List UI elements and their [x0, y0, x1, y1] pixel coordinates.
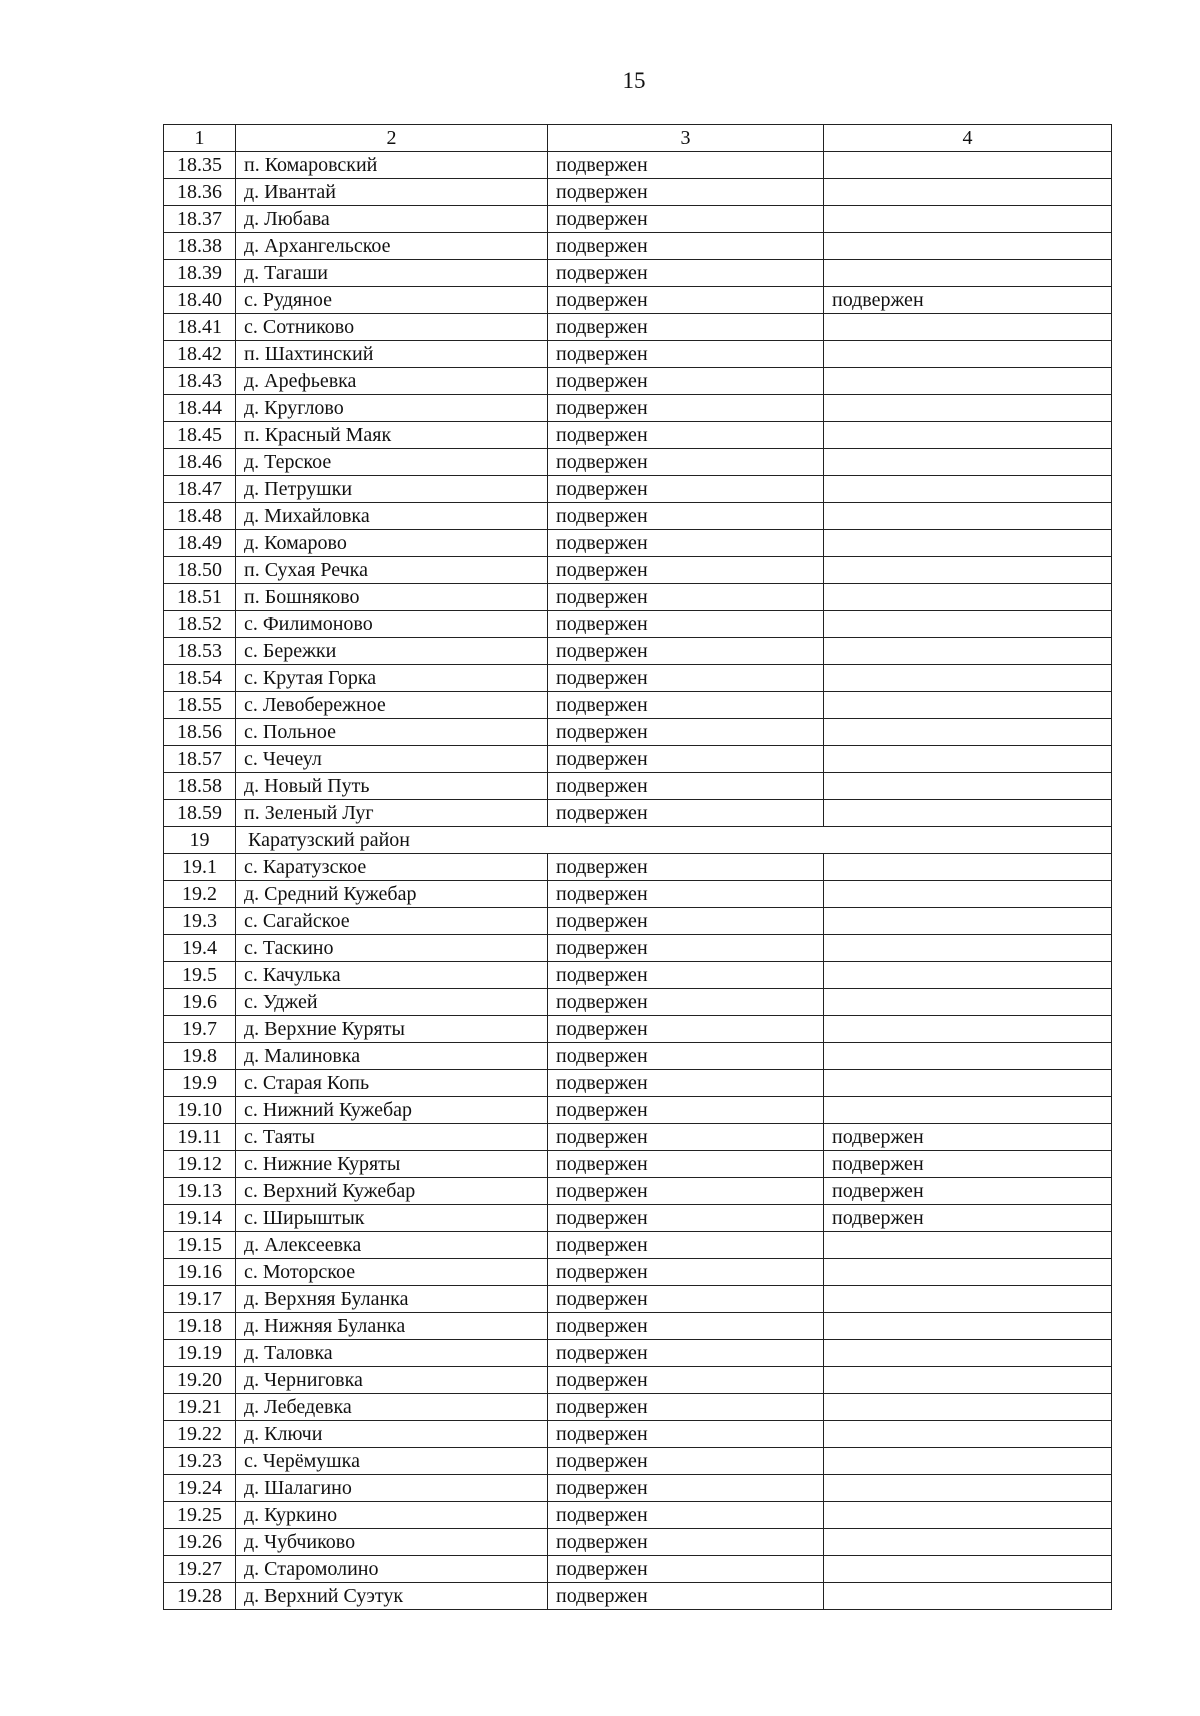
col4-value — [824, 719, 1112, 746]
col3-value: подвержен — [548, 1313, 824, 1340]
table-row — [164, 1286, 1112, 1313]
col4-value — [824, 665, 1112, 692]
col3-value: подвержен — [548, 1367, 824, 1394]
settlement-name: с. Верхний Кужебар — [236, 1178, 548, 1205]
col4-value — [824, 476, 1112, 503]
col3-value: подвержен — [548, 1151, 824, 1178]
row-number: 18.59 — [164, 800, 236, 827]
settlement-name: д. Лебедевка — [236, 1394, 548, 1421]
settlement-name: с. Нижний Кужебар — [236, 1097, 548, 1124]
col3-value: подвержен — [548, 1070, 824, 1097]
table-row — [164, 1070, 1112, 1097]
col4-value — [824, 1556, 1112, 1583]
row-number: 18.44 — [164, 395, 236, 422]
col3-value: подвержен — [548, 1259, 824, 1286]
col4-value: подвержен — [824, 1151, 1112, 1178]
settlement-name: с. Сотниково — [236, 314, 548, 341]
header-row — [164, 125, 1112, 152]
settlement-name: с. Нижние Куряты — [236, 1151, 548, 1178]
col3-value: подвержен — [548, 1394, 824, 1421]
row-number: 18.57 — [164, 746, 236, 773]
col3-value: подвержен — [548, 1205, 824, 1232]
col4-value: подвержен — [824, 1178, 1112, 1205]
settlement-name: д. Ключи — [236, 1421, 548, 1448]
row-number: 18.58 — [164, 773, 236, 800]
col3-value: подвержен — [548, 719, 824, 746]
row-number: 19.14 — [164, 1205, 236, 1232]
settlement-name: п. Зеленый Луг — [236, 800, 548, 827]
settlement-name: с. Филимоново — [236, 611, 548, 638]
col3-value: подвержен — [548, 476, 824, 503]
col4-value: подвержен — [824, 287, 1112, 314]
settlement-name: д. Комарово — [236, 530, 548, 557]
table-row — [164, 1421, 1112, 1448]
table-row — [164, 1097, 1112, 1124]
col3-value: подвержен — [548, 395, 824, 422]
col3-value: подвержен — [548, 1475, 824, 1502]
col4-value — [824, 1340, 1112, 1367]
table-row — [164, 611, 1112, 638]
settlement-name: д. Михайловка — [236, 503, 548, 530]
col4-value — [824, 1583, 1112, 1610]
settlement-name: п. Шахтинский — [236, 341, 548, 368]
row-number: 19.18 — [164, 1313, 236, 1340]
row-number: 19.9 — [164, 1070, 236, 1097]
col3-value: подвержен — [548, 692, 824, 719]
table-row — [164, 206, 1112, 233]
col4-value — [824, 503, 1112, 530]
row-number: 19.15 — [164, 1232, 236, 1259]
col3-value: подвержен — [548, 989, 824, 1016]
col3-value: подвержен — [548, 1178, 824, 1205]
col3-value: подвержен — [548, 665, 824, 692]
row-number: 18.50 — [164, 557, 236, 584]
table-row — [164, 1502, 1112, 1529]
row-number: 19.1 — [164, 854, 236, 881]
col3-value: подвержен — [548, 908, 824, 935]
row-number: 19.5 — [164, 962, 236, 989]
col3-value: подвержен — [548, 1421, 824, 1448]
settlement-name: с. Таяты — [236, 1124, 548, 1151]
settlement-name: с. Бережки — [236, 638, 548, 665]
table-row — [164, 854, 1112, 881]
table-row — [164, 422, 1112, 449]
row-number: 18.39 — [164, 260, 236, 287]
row-number: 18.37 — [164, 206, 236, 233]
col3-value: подвержен — [548, 881, 824, 908]
table-row — [164, 1151, 1112, 1178]
row-number: 18.48 — [164, 503, 236, 530]
table-row — [164, 638, 1112, 665]
col3-value: подвержен — [548, 1232, 824, 1259]
row-number: 18.47 — [164, 476, 236, 503]
settlement-name: с. Каратузское — [236, 854, 548, 881]
col3-value: подвержен — [548, 503, 824, 530]
col4-value — [824, 1475, 1112, 1502]
row-number: 19.17 — [164, 1286, 236, 1313]
col3-value: подвержен — [548, 449, 824, 476]
settlement-name: с. Уджей — [236, 989, 548, 1016]
settlement-name: д. Терское — [236, 449, 548, 476]
settlement-name: д. Круглово — [236, 395, 548, 422]
settlement-name: п. Сухая Речка — [236, 557, 548, 584]
settlement-name: д. Верхняя Буланка — [236, 1286, 548, 1313]
row-number: 19.8 — [164, 1043, 236, 1070]
col4-value — [824, 800, 1112, 827]
row-number: 18.51 — [164, 584, 236, 611]
col3-value: подвержен — [548, 773, 824, 800]
col3-value: подвержен — [548, 260, 824, 287]
header-col-1: 1 — [164, 125, 236, 152]
settlement-name: д. Верхние Куряты — [236, 1016, 548, 1043]
table-row — [164, 395, 1112, 422]
settlement-name: д. Шалагино — [236, 1475, 548, 1502]
row-number: 18.43 — [164, 368, 236, 395]
settlement-name: п. Комаровский — [236, 152, 548, 179]
table-row — [164, 1124, 1112, 1151]
header-col-2: 2 — [236, 125, 548, 152]
settlement-name: д. Архангельское — [236, 233, 548, 260]
settlement-name: с. Ширыштык — [236, 1205, 548, 1232]
col4-value — [824, 1016, 1112, 1043]
col3-value: подвержен — [548, 1556, 824, 1583]
settlement-name: с. Чечеул — [236, 746, 548, 773]
col3-value: подвержен — [548, 611, 824, 638]
col3-value: подвержен — [548, 1124, 824, 1151]
settlement-name: с. Рудяное — [236, 287, 548, 314]
col4-value — [824, 611, 1112, 638]
table-row — [164, 287, 1112, 314]
col4-value — [824, 692, 1112, 719]
row-number: 19.23 — [164, 1448, 236, 1475]
table-row — [164, 1367, 1112, 1394]
row-number: 19.26 — [164, 1529, 236, 1556]
col4-value — [824, 314, 1112, 341]
col3-value: подвержен — [548, 1043, 824, 1070]
col4-value — [824, 935, 1112, 962]
settlement-name: с. Старая Копь — [236, 1070, 548, 1097]
table-row — [164, 665, 1112, 692]
col4-value — [824, 341, 1112, 368]
table-row — [164, 908, 1112, 935]
col3-value: подвержен — [548, 1529, 824, 1556]
col4-value — [824, 1448, 1112, 1475]
page-number: 15 — [622, 68, 646, 93]
col4-value — [824, 530, 1112, 557]
col4-value — [824, 449, 1112, 476]
table-row — [164, 476, 1112, 503]
row-number: 18.41 — [164, 314, 236, 341]
col4-value — [824, 368, 1112, 395]
row-number: 19.6 — [164, 989, 236, 1016]
settlement-name: д. Старомолино — [236, 1556, 548, 1583]
row-number: 19.19 — [164, 1340, 236, 1367]
col4-value — [824, 638, 1112, 665]
table-row — [164, 341, 1112, 368]
table-row — [164, 233, 1112, 260]
col3-value: подвержен — [548, 638, 824, 665]
col3-value: подвержен — [548, 1502, 824, 1529]
settlement-name: д. Петрушки — [236, 476, 548, 503]
settlement-name: п. Красный Маяк — [236, 422, 548, 449]
row-number: 19 — [164, 827, 236, 854]
table-row — [164, 1205, 1112, 1232]
col4-value — [824, 1097, 1112, 1124]
col3-value: подвержен — [548, 854, 824, 881]
row-number: 19.10 — [164, 1097, 236, 1124]
row-number: 18.55 — [164, 692, 236, 719]
col3-value: подвержен — [548, 746, 824, 773]
col4-value — [824, 773, 1112, 800]
row-number: 19.3 — [164, 908, 236, 935]
col4-value — [824, 206, 1112, 233]
table-row — [164, 1313, 1112, 1340]
section-row — [164, 827, 1112, 854]
col4-value — [824, 233, 1112, 260]
table-row — [164, 260, 1112, 287]
col4-value — [824, 395, 1112, 422]
row-number: 19.2 — [164, 881, 236, 908]
row-number: 18.56 — [164, 719, 236, 746]
settlement-name: с. Качулька — [236, 962, 548, 989]
col3-value: подвержен — [548, 962, 824, 989]
col3-value: подвержен — [548, 314, 824, 341]
col4-value — [824, 1286, 1112, 1313]
col4-value — [824, 1367, 1112, 1394]
settlement-name: с. Сагайское — [236, 908, 548, 935]
col3-value: подвержен — [548, 368, 824, 395]
row-number: 19.28 — [164, 1583, 236, 1610]
col4-value — [824, 152, 1112, 179]
table-row — [164, 557, 1112, 584]
settlement-name: с. Польное — [236, 719, 548, 746]
row-number: 19.7 — [164, 1016, 236, 1043]
col4-value — [824, 1070, 1112, 1097]
col3-value: подвержен — [548, 1097, 824, 1124]
col3-value: подвержен — [548, 179, 824, 206]
table-row — [164, 881, 1112, 908]
table-row — [164, 800, 1112, 827]
row-number: 19.13 — [164, 1178, 236, 1205]
col3-value: подвержен — [548, 557, 824, 584]
col4-value — [824, 260, 1112, 287]
table-row — [164, 584, 1112, 611]
table-row — [164, 935, 1112, 962]
row-number: 18.49 — [164, 530, 236, 557]
table-row — [164, 1529, 1112, 1556]
row-number: 18.54 — [164, 665, 236, 692]
settlement-name: с. Крутая Горка — [236, 665, 548, 692]
col4-value — [824, 881, 1112, 908]
header-col-4: 4 — [824, 125, 1112, 152]
row-number: 18.52 — [164, 611, 236, 638]
settlement-name: д. Малиновка — [236, 1043, 548, 1070]
settlement-name: д. Средний Кужебар — [236, 881, 548, 908]
table-row — [164, 719, 1112, 746]
table-row — [164, 1475, 1112, 1502]
row-number: 19.11 — [164, 1124, 236, 1151]
table-body — [164, 152, 1112, 1610]
table-row — [164, 692, 1112, 719]
table-row — [164, 989, 1112, 1016]
table-row — [164, 368, 1112, 395]
col4-value — [824, 746, 1112, 773]
settlement-name: с. Таскино — [236, 935, 548, 962]
settlement-name: д. Ивантай — [236, 179, 548, 206]
table-header — [164, 125, 1112, 152]
settlements-table — [163, 124, 1112, 1610]
col3-value: подвержен — [548, 341, 824, 368]
row-number: 19.24 — [164, 1475, 236, 1502]
table-row — [164, 1556, 1112, 1583]
settlement-name: д. Новый Путь — [236, 773, 548, 800]
settlement-name: д. Тагаши — [236, 260, 548, 287]
settlement-name: с. Моторское — [236, 1259, 548, 1286]
col3-value: подвержен — [548, 1340, 824, 1367]
col4-value — [824, 1232, 1112, 1259]
settlement-name: д. Куркино — [236, 1502, 548, 1529]
row-number: 19.25 — [164, 1502, 236, 1529]
row-number: 18.45 — [164, 422, 236, 449]
settlement-name: д. Верхний Суэтук — [236, 1583, 548, 1610]
col3-value: подвержен — [548, 800, 824, 827]
settlement-name: д. Таловка — [236, 1340, 548, 1367]
col4-value — [824, 989, 1112, 1016]
col3-value: подвержен — [548, 935, 824, 962]
col4-value — [824, 1394, 1112, 1421]
col4-value — [824, 908, 1112, 935]
table-row — [164, 1016, 1112, 1043]
settlement-name: д. Алексеевка — [236, 1232, 548, 1259]
col3-value: подвержен — [548, 1583, 824, 1610]
row-number: 19.20 — [164, 1367, 236, 1394]
col4-value — [824, 1043, 1112, 1070]
col4-value — [824, 962, 1112, 989]
col4-value — [824, 179, 1112, 206]
col3-value: подвержен — [548, 1286, 824, 1313]
col3-value: подвержен — [548, 206, 824, 233]
row-number: 19.21 — [164, 1394, 236, 1421]
row-number: 18.38 — [164, 233, 236, 260]
row-number: 18.53 — [164, 638, 236, 665]
table-row — [164, 773, 1112, 800]
row-number: 19.12 — [164, 1151, 236, 1178]
table-row — [164, 1232, 1112, 1259]
table-row — [164, 1043, 1112, 1070]
settlement-name: д. Чубчиково — [236, 1529, 548, 1556]
col3-value: подвержен — [548, 233, 824, 260]
row-number: 18.35 — [164, 152, 236, 179]
col3-value: подвержен — [548, 152, 824, 179]
col4-value — [824, 1529, 1112, 1556]
col4-value — [824, 1421, 1112, 1448]
col4-value: подвержен — [824, 1124, 1112, 1151]
table-row — [164, 503, 1112, 530]
table-row — [164, 1178, 1112, 1205]
table-row — [164, 962, 1112, 989]
row-number: 19.22 — [164, 1421, 236, 1448]
settlement-name: д. Нижняя Буланка — [236, 1313, 548, 1340]
table-row — [164, 152, 1112, 179]
settlement-name: д. Черниговка — [236, 1367, 548, 1394]
settlement-name: п. Бошняково — [236, 584, 548, 611]
col4-value — [824, 557, 1112, 584]
col3-value: подвержен — [548, 422, 824, 449]
col4-value — [824, 1502, 1112, 1529]
table-row — [164, 746, 1112, 773]
settlement-name: с. Черёмушка — [236, 1448, 548, 1475]
settlement-name: д. Любава — [236, 206, 548, 233]
col4-value — [824, 1259, 1112, 1286]
col4-value — [824, 854, 1112, 881]
table-row — [164, 449, 1112, 476]
row-number: 18.42 — [164, 341, 236, 368]
settlement-name: д. Арефьевка — [236, 368, 548, 395]
col3-value: подвержен — [548, 584, 824, 611]
table-row — [164, 1340, 1112, 1367]
col3-value: подвержен — [548, 1448, 824, 1475]
section-title: Каратузский район — [236, 827, 1112, 854]
row-number: 18.46 — [164, 449, 236, 476]
col4-value — [824, 1313, 1112, 1340]
col4-value: подвержен — [824, 1205, 1112, 1232]
table-row — [164, 1394, 1112, 1421]
col3-value: подвержен — [548, 1016, 824, 1043]
row-number: 19.16 — [164, 1259, 236, 1286]
row-number: 18.36 — [164, 179, 236, 206]
table-row — [164, 179, 1112, 206]
header-col-3: 3 — [548, 125, 824, 152]
settlement-name: с. Левобережное — [236, 692, 548, 719]
table-row — [164, 1259, 1112, 1286]
row-number: 19.27 — [164, 1556, 236, 1583]
col4-value — [824, 422, 1112, 449]
col4-value — [824, 584, 1112, 611]
row-number: 18.40 — [164, 287, 236, 314]
table-row — [164, 1583, 1112, 1610]
col3-value: подвержен — [548, 530, 824, 557]
row-number: 19.4 — [164, 935, 236, 962]
table-row — [164, 1448, 1112, 1475]
table-row — [164, 314, 1112, 341]
table-row — [164, 530, 1112, 557]
col3-value: подвержен — [548, 287, 824, 314]
